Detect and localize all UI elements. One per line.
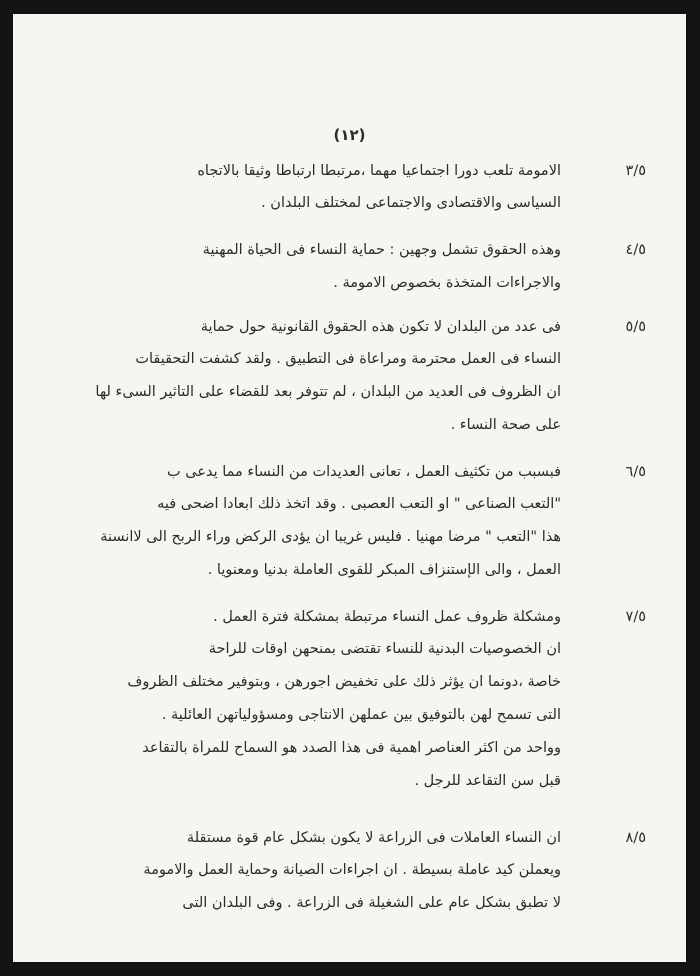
paragraph-number: ٦/٥ [625, 464, 646, 480]
paragraph-line: فى عدد من البلدان لا تكون هذه الحقوق القانونية حول حماية [200, 319, 561, 335]
paragraph-line: لا تطبق بشكل عام على الشغيلة فى الزراعة . وفى البلدان التى [182, 895, 561, 911]
paragraph-line: على صحة النساء . [450, 417, 561, 433]
paragraph-line: ان النساء العاملات فى الزراعة لا يكون بشكل عام قوة مستقلة [186, 830, 561, 846]
paragraph-line: ومشكلة ظروف عمل النساء مرتبطة بمشكلة فترة العمل . [213, 609, 561, 625]
paragraph-line: النساء فى العمل محترمة ومراعاة فى التطبيق . ولقد كشفت التحقيقات [135, 351, 561, 367]
document-page [13, 14, 686, 962]
paragraph-line: وواحد من اكثر العناصر اهمية فى هذا الصدد هو السماح للمرأة بالتقاعد [142, 740, 561, 756]
paragraph-line: وهذه الحقوق تشمل وجهين : حماية النساء فى الحياة المهنية [202, 242, 561, 258]
paragraph-line: السياسى والاقتصادى والاجتماعى لمختلف البلدان . [261, 195, 561, 211]
paragraph-number: ٤/٥ [625, 242, 646, 258]
paragraph-line: قبل سن التقاعد للرجل . [414, 773, 561, 789]
paragraph-line: خاصة ،دونما ان يؤثر ذلك على تخفيض اجورهن ، وبتوفير مختلف الظروف [127, 674, 561, 690]
paragraph-line: هذا "التعب " مرضا مهنيا . فليس غريبا ان يؤدى الركض وراء الربح الى لاانسنة [100, 529, 561, 545]
paragraph-number: ٥/٥ [625, 319, 646, 335]
paragraph-line: ان الخصوصيات البدنية للنساء تقتضى بمنحهن اوقات للراحة [208, 641, 561, 657]
paragraph-line: ويعملن كيد عاملة بسيطة . ان اجراءات الصيانة وحماية العمل والامومة [143, 862, 561, 878]
paragraph-line: التى تسمح لهن بالتوفيق بين عملهن الانتاجى ومسؤولياتهن العائلية . [161, 707, 561, 723]
paragraph-line: ان الظروف فى العديد من البلدان ، لم تتوفر بعد للقضاء على التاثير السىء لها [95, 384, 561, 400]
paragraph-number: ٧/٥ [625, 609, 646, 625]
paragraph-number: ٣/٥ [625, 163, 646, 179]
paragraph-line: والاجراءات المتخذة بخصوص الامومة . [333, 275, 561, 291]
page-number: (١٢) [333, 126, 366, 144]
paragraph-line: فبسبب من تكثيف العمل ، تعانى العديدات من النساء مما يدعى ب [167, 464, 561, 480]
paragraph-line: "التعب الصناعى " او التعب العصبى . وقد اتخذ ذلك ابعادا اضحى فيه [157, 496, 561, 512]
paragraph-number: ٨/٥ [625, 830, 646, 846]
paragraph-line: الامومة تلعب دورا اجتماعيا مهما ،مرتبطا ارتباطا وثيقا بالاتجاه [197, 163, 561, 179]
paragraph-line: العمل ، والى الإستنزاف المبكر للقوى العاملة بدنيا ومعنويا . [207, 562, 561, 578]
